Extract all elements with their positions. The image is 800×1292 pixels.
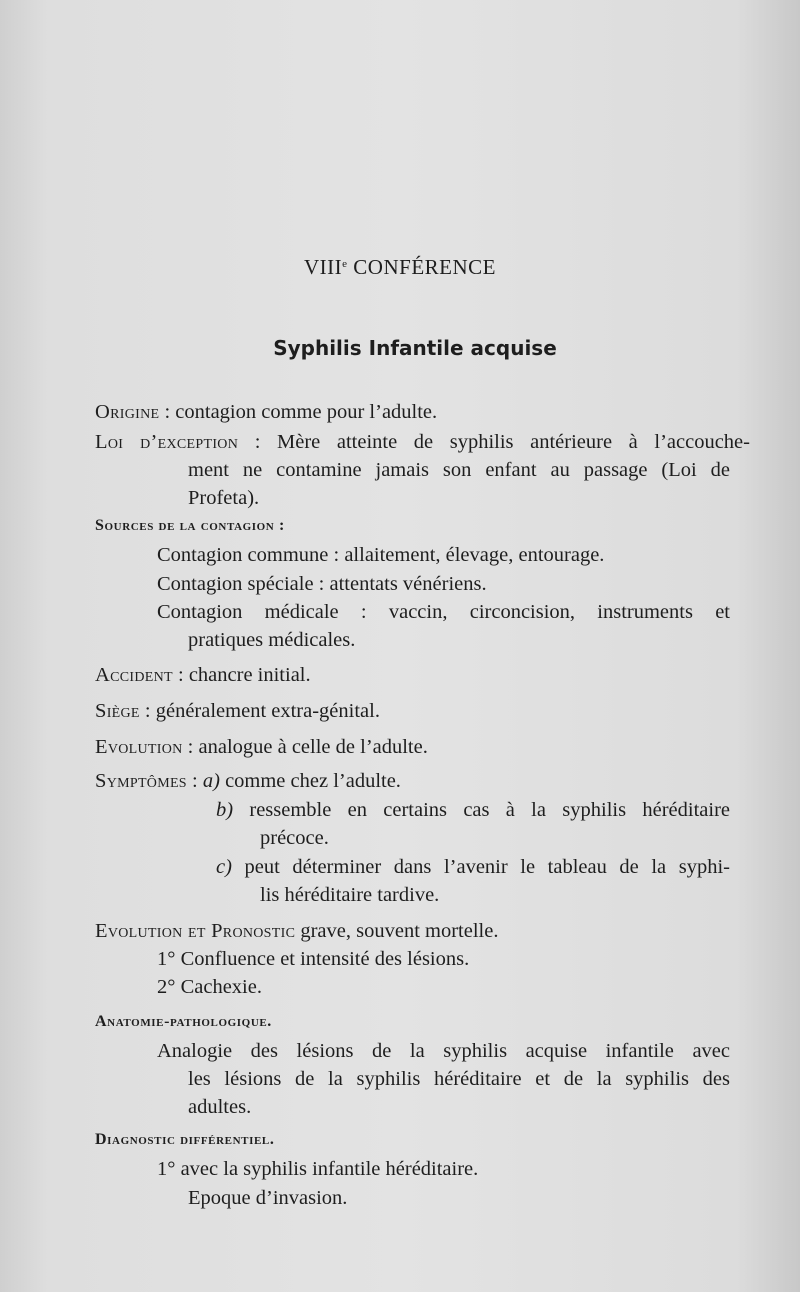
diagnostic-item-1: 1° avec la syphilis infantile héréditaire. xyxy=(157,1158,479,1180)
symptome-b-text: ressemble en certains cas à la syphilis héréditaire xyxy=(233,799,730,821)
diagnostic-item-1-sub: Epoque d’invasion. xyxy=(188,1187,348,1209)
evolution-label: Evolution xyxy=(95,736,183,758)
symptome-c-line-2: lis héréditaire tardive. xyxy=(260,884,440,906)
symptome-b-line-1 xyxy=(216,796,730,824)
loi-line-2: ment ne contamine jamais son enfant au passage (Loi de xyxy=(188,459,730,481)
loi-line-1 xyxy=(95,428,750,456)
symptomes-colon: : xyxy=(186,770,203,792)
origine-text: : contagion comme pour l’adulte. xyxy=(159,401,438,423)
diagnostic-heading: Diagnostic différentiel. xyxy=(95,1131,275,1148)
pronostic-line xyxy=(95,917,498,945)
symptome-b-letter: b) xyxy=(216,799,234,821)
symptome-a-text: comme chez l’adulte. xyxy=(219,770,401,792)
anatomie-line-1: Analogie des lésions de la syphilis acquise infantile avec xyxy=(157,1040,730,1062)
pronostic-text: grave, souvent mortelle. xyxy=(295,920,499,942)
symptomes-line-a xyxy=(95,767,401,795)
siege-label: Siège xyxy=(95,700,140,722)
anatomie-line-3: adultes. xyxy=(188,1096,252,1118)
anatomie-line-2: les lésions de la syphilis héréditaire et de la syphilis des xyxy=(188,1068,730,1090)
sources-item-1: Contagion commune : allaitement, élevage, entourage. xyxy=(157,544,605,566)
page-title: Syphilis Infantile acquise xyxy=(273,336,557,360)
pronostic-et: et xyxy=(182,920,212,942)
chapter-heading xyxy=(0,250,800,281)
siege-line xyxy=(95,697,380,725)
anatomie-heading: Anatomie-pathologique. xyxy=(95,1013,272,1030)
symptome-a-letter: a) xyxy=(202,770,220,792)
pronostic-label-1: Evolution xyxy=(95,920,183,942)
origine-label: Origine xyxy=(95,401,160,423)
pronostic-item-2: 2° Cachexie. xyxy=(157,976,262,998)
symptome-c-text: peut déterminer dans l’avenir le tableau de la syphi- xyxy=(231,856,730,878)
evolution-text: : analogue à celle de l’adulte. xyxy=(182,736,428,758)
symptomes-label: Symptômes xyxy=(95,770,187,792)
evolution-line xyxy=(95,733,428,761)
sources-heading: Sources de la contagion : xyxy=(95,517,285,534)
loi-label: Loi d’exception xyxy=(95,431,239,453)
symptome-c-letter: c) xyxy=(216,856,232,878)
chapter-number: VIII xyxy=(304,255,343,279)
loi-line-3: Profeta). xyxy=(188,487,260,509)
origine-line xyxy=(95,398,437,426)
pronostic-label-2: Pronostic xyxy=(211,920,296,942)
accident-line xyxy=(95,661,311,689)
accident-label: Accident xyxy=(95,664,173,686)
sources-item-3-line-1: Contagion médicale : vaccin, circoncision, instruments et xyxy=(157,601,730,623)
sources-item-3-line-2: pratiques médicales. xyxy=(188,629,356,651)
symptome-b-line-2: précoce. xyxy=(260,827,329,849)
chapter-word: CONFÉRENCE xyxy=(353,255,496,279)
pronostic-item-1: 1° Confluence et intensité des lésions. xyxy=(157,948,470,970)
sources-item-2: Contagion spéciale : attentats vénériens. xyxy=(157,573,487,595)
symptome-c-line-1 xyxy=(216,853,730,881)
loi-text-1: : Mère atteinte de syphilis antérieure à l’accouche- xyxy=(238,431,750,453)
accident-text: : chancre initial. xyxy=(172,664,311,686)
siege-text: : généralement extra-génital. xyxy=(139,700,380,722)
chapter-number-suffix: e xyxy=(342,258,348,270)
